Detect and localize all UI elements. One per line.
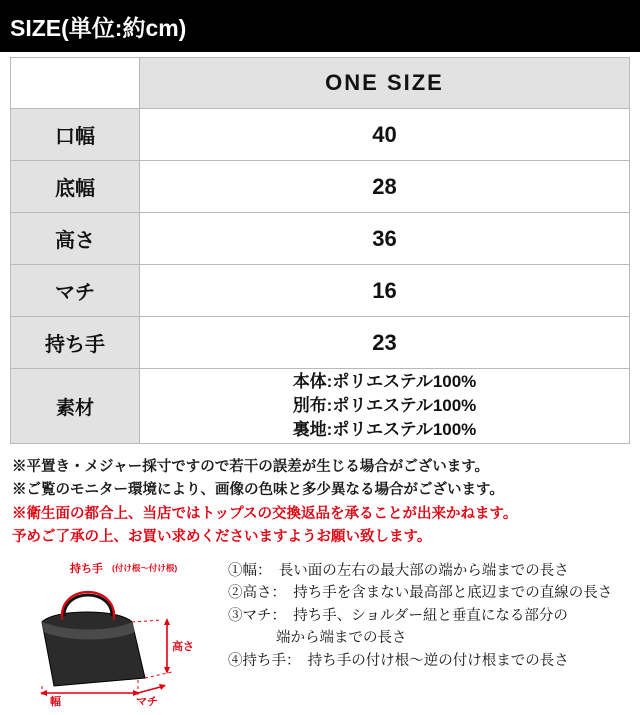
- row-label-takasa: 高さ: [11, 213, 140, 265]
- table-row: [11, 109, 630, 161]
- notes-block: [12, 456, 628, 550]
- row-value-sokohaba: 28: [140, 161, 630, 213]
- legend-item-width: ①幅： 長い面の左右の最大部の端から端までの長さ: [228, 562, 569, 579]
- note-hygiene-return: ※衛生面の都合上、当店ではトップスの交換返品を承ることが出来かねます。: [12, 505, 518, 522]
- row-value-machi: 16: [140, 265, 630, 317]
- table-row: [11, 317, 630, 369]
- measurement-guide: [0, 560, 640, 710]
- page-title: SIZE(単位:約cm): [10, 14, 187, 41]
- size-header-bar: [0, 0, 640, 52]
- row-value-material: [140, 369, 630, 444]
- table-row: [11, 265, 630, 317]
- row-label-material: 素材: [11, 369, 140, 444]
- note-acknowledge: 予めご了承の上、お買い求めくださいますようお願い致します。: [12, 529, 432, 546]
- table-row: [11, 161, 630, 213]
- note-monitor-color: ※ご覧のモニター環境により、画像の色味と多少異なる場合がございます。: [12, 482, 504, 499]
- row-value-takasa: 36: [140, 213, 630, 265]
- material-line-body: 本体:ポリエステル100%: [292, 371, 477, 391]
- row-label-kuchihaba: 口幅: [11, 109, 140, 161]
- bag-diagram: [12, 560, 222, 710]
- row-value-mochite: 23: [140, 317, 630, 369]
- measurement-legend: [222, 560, 628, 710]
- legend-item-handle: ④持ち手： 持ち手の付け根～逆の付け根までの長さ: [228, 652, 569, 669]
- table-header-blank: [11, 58, 140, 109]
- diagram-gusset-label: マチ: [136, 695, 158, 708]
- diagram-handle-sublabel: (付け根～付け根): [112, 562, 178, 573]
- table-header-row: [11, 58, 630, 109]
- diagram-width-label: 幅: [50, 695, 61, 708]
- row-label-machi: マチ: [11, 265, 140, 317]
- legend-item-gusset: ③マチ： 持ち手、ショルダー紐と垂直になる部分の: [228, 607, 568, 624]
- size-table: [10, 57, 630, 444]
- legend-item-gusset-cont: 端から端までの長さ: [276, 630, 407, 647]
- material-line-trim: 別布:ポリエステル100%: [292, 395, 477, 415]
- diagram-handle-label: 持ち手: [70, 562, 103, 575]
- row-label-mochite: 持ち手: [11, 317, 140, 369]
- row-value-kuchihaba: 40: [140, 109, 630, 161]
- material-line-lining: 裏地:ポリエステル100%: [292, 420, 477, 440]
- note-measurement: ※平置き・メジャー採寸ですので若干の誤差が生じる場合がございます。: [12, 459, 490, 475]
- bag-illustration-icon: [12, 560, 222, 710]
- legend-item-height: ②高さ： 持ち手を含まない最高部と底辺までの直線の長さ: [228, 585, 613, 602]
- table-row: [11, 213, 630, 265]
- table-row-material: [11, 369, 630, 444]
- row-label-sokohaba: 底幅: [11, 161, 140, 213]
- table-header-one-size: ONE SIZE: [140, 58, 630, 109]
- diagram-height-label: 高さ: [172, 640, 194, 653]
